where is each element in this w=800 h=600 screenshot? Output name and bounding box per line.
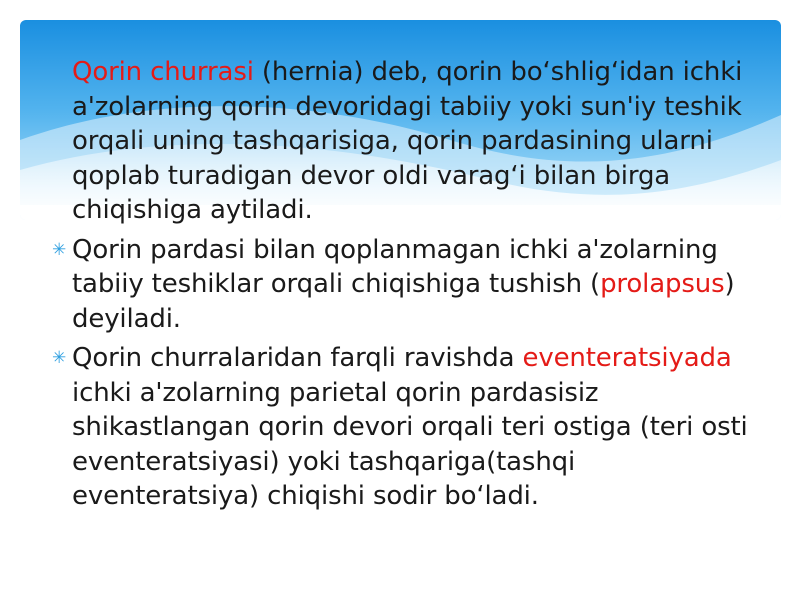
slide-body bbox=[50, 55, 765, 519]
highlighted-term: prolapsus bbox=[600, 269, 725, 299]
bullet-item bbox=[50, 233, 765, 337]
bullet-list bbox=[50, 55, 765, 514]
asterisk-bullet-icon: ✳ bbox=[51, 239, 67, 260]
bullet-text: ichki a'zolarning parietal qorin pardasisiz shikastlangan qorin devori orqali teri ostiga (teri osti eventeratsiyasi) yoki tashqariga(tashqi eventeratsiya) chiqishi sodir bo‘ladi. bbox=[72, 377, 748, 511]
bullet-item bbox=[50, 55, 765, 228]
highlighted-term: Qorin churrasi bbox=[72, 57, 254, 87]
bullet-text: Qorin pardasi bilan qoplanmagan ichki a'zolarning tabiiy teshiklar orqali chiqishiga tushish ( bbox=[72, 234, 718, 299]
bullet-text: (hernia) deb, qorin bo‘shlig‘idan ichki a'zolarning qorin devoridagi tabiiy yoki sun'iy teshik orqali uning tashqarisiga, qorin pardasining ularni qoplab turadigan devor oldi varag‘i bilan birga chiqishiga aytiladi. bbox=[72, 57, 743, 225]
bullet-text: ) deyiladi. bbox=[72, 269, 735, 334]
asterisk-bullet-icon: ✳ bbox=[51, 348, 67, 368]
bullet-item bbox=[50, 341, 765, 514]
bullet-text: Qorin churralaridan farqli ravishda bbox=[72, 343, 523, 373]
highlighted-term: eventeratsiyada bbox=[522, 343, 732, 373]
